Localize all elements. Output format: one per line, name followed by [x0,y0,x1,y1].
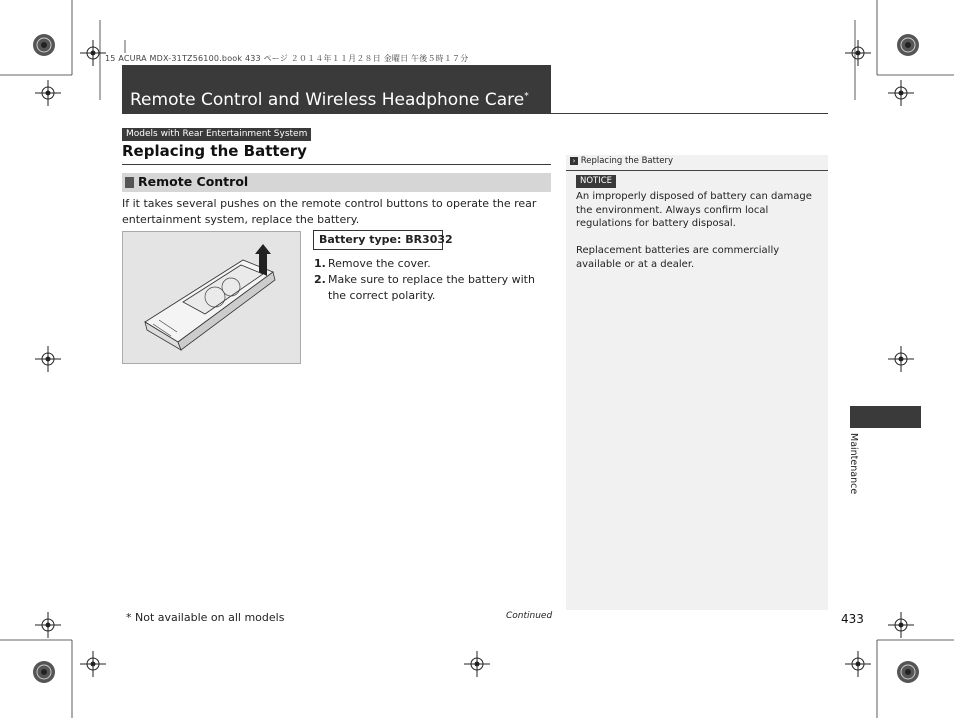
color-target-icon [896,33,920,57]
chapter-tab [850,406,921,428]
chapter-tab-label: Maintenance [848,433,859,495]
section-heading: Replacing the Battery [122,142,307,160]
registration-mark-icon [888,612,914,638]
page-title [130,90,529,110]
print-header: 15 ACURA MDX-31TZ56100.book 433 ページ ２０１４年１１月２８日 金曜日 午後５時１７分 [105,54,469,63]
title-rule [122,113,828,114]
registration-mark-icon [35,346,61,372]
footnote: * Not available on all models [126,611,285,624]
registration-mark-icon [888,346,914,372]
page-number: 433 [841,612,864,626]
square-bullet-icon [125,177,134,188]
registration-mark-icon [888,80,914,106]
remote-control-icon [123,232,301,364]
color-target-icon [32,33,56,57]
section-rule [122,164,551,165]
models-badge: Models with Rear Entertainment System [122,128,311,141]
registration-mark-icon [80,40,106,66]
registration-mark-icon [80,651,106,677]
step-number: 1. [314,257,326,270]
title-asterisk: * [524,91,529,102]
steps-list [314,256,550,304]
sidebar-heading [570,156,673,166]
info-text: Replacement batteries are commercially available or at a dealer. [576,245,780,270]
color-target-icon [896,660,920,684]
step-number: 2. [314,273,326,286]
registration-mark-icon [845,40,871,66]
page-title-text: Remote Control and Wireless Headphone Care [130,90,525,110]
color-target-icon [32,660,56,684]
registration-mark-icon [464,651,490,677]
list-item [314,272,550,304]
registration-mark-icon [35,612,61,638]
continued-label: Continued [506,611,553,621]
reference-arrow-icon: › [570,157,578,165]
registration-mark-icon [35,80,61,106]
intro-paragraph: If it takes several pushes on the remote control buttons to operate the rear entertainment system, replace the battery. [122,197,537,226]
remote-battery-illustration [122,231,301,364]
subsection-heading: Remote Control [138,174,249,189]
registration-mark-icon [845,651,871,677]
notice-label: NOTICE [576,175,616,188]
step-text: Remove the cover. [328,257,431,270]
list-item [314,256,550,272]
battery-type-box: Battery type: BR3032 [313,230,443,250]
sidebar-heading-text: Replacing the Battery [580,156,674,166]
notice-text: An improperly disposed of battery can damage the environment. Always confirm local regulations for battery disposal. [576,191,812,229]
step-text: Make sure to replace the battery with the correct polarity. [328,273,535,302]
